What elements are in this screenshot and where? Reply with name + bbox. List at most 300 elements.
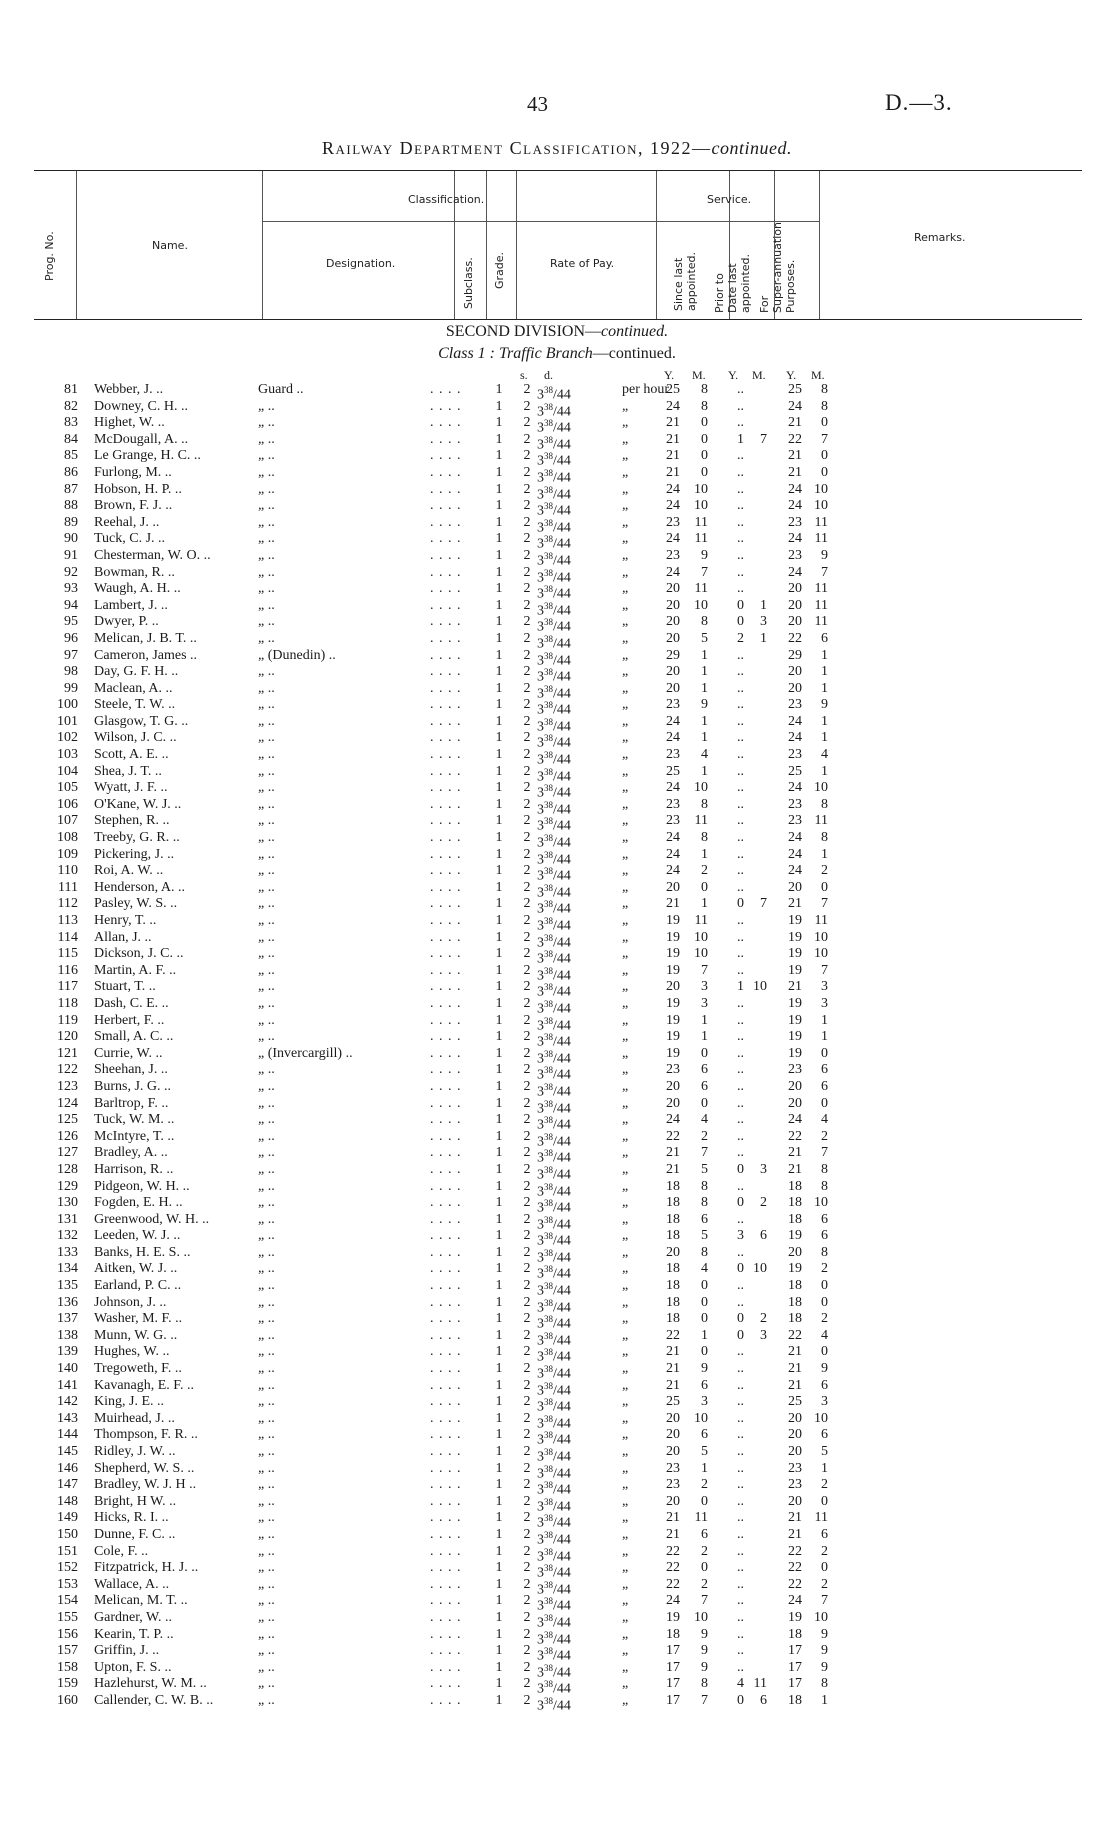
since-years: 19 [666,1045,680,1061]
prog-no: 115 [57,946,78,962]
branch-class: Class 1 : [438,345,496,362]
since-years: 20 [666,664,680,680]
leader-dots: . . . . [430,1062,462,1078]
grade: 2 [523,1493,531,1509]
prog-no: 98 [64,664,78,680]
rate-of-pay: $3^{38}/44$ [537,1380,571,1399]
rate-unit: „ [622,1626,629,1642]
super-years: 21 [788,896,802,912]
leader-dots: . . . . [430,879,462,895]
header-subclass: Subclass. [462,257,475,309]
super-months: 0 [821,879,828,895]
super-years: 23 [788,1477,802,1493]
designation: „ .. [258,1659,275,1675]
prog-no: 101 [57,713,78,729]
rate-of-pay: $3^{38}/44$ [537,1629,571,1648]
division-heading [0,323,1114,341]
table-row [0,813,1114,835]
prog-no: 94 [64,597,78,613]
rate-unit: „ [622,1178,629,1194]
leader-dots: . . . . [430,464,462,480]
rate-of-pay: $3^{38}/44$ [537,1646,571,1664]
super-months: 6 [821,630,828,646]
designation: „ .. [258,1311,275,1327]
super-months: 0 [821,1045,828,1061]
super-months: 5 [821,1444,828,1459]
since-years: 21 [666,464,680,480]
super-months: 4 [821,1327,828,1343]
super-months: 3 [821,979,828,995]
since-years: 21 [666,415,680,431]
subclass: 1 [495,1078,503,1094]
rate-unit: per hour [622,382,670,397]
rate-of-pay: $3^{38}/44$ [537,385,571,403]
division-main: SECOND DIVISION— [445,323,601,340]
header-grade: Grade. [493,251,506,289]
leader-dots: . . . . [430,796,462,812]
prog-no: 96 [64,630,78,646]
super-years: 24 [788,1593,802,1609]
prog-no: 141 [57,1377,78,1393]
grade: 2 [523,664,531,680]
since-months: 10 [694,1410,708,1426]
prior-years: .. [737,531,744,547]
since-years: 25 [666,763,680,779]
leader-dots: . . . . [430,1394,462,1410]
subclass: 1 [495,913,503,928]
super-months: 11 [814,514,828,530]
subclass: 1 [495,614,503,630]
super-months: 0 [821,1278,828,1294]
subclass: 1 [495,431,503,447]
grade: 2 [523,614,531,630]
rate-of-pay: $3^{38}/44$ [537,1695,571,1714]
since-years: 23 [666,1062,680,1078]
super-years: 25 [788,382,802,397]
subclass: 1 [495,1692,503,1708]
grade: 2 [523,415,531,431]
since-months: 10 [694,946,708,962]
employee-name: Barltrop, F. .. [94,1095,169,1111]
prior-months: 1 [760,630,767,646]
since-months: 6 [701,1062,708,1078]
rate-unit: „ [622,514,629,530]
grade: 2 [523,747,531,763]
rate-of-pay: $3^{38}/44$ [537,1347,571,1366]
prior-years: .. [737,1593,744,1609]
super-years: 18 [788,1195,802,1211]
prior-months: 2 [760,1311,767,1327]
rate-unit: „ [622,1477,629,1493]
employee-name: Le Grange, H. C. .. [94,448,201,464]
table-row [0,647,1114,669]
designation: „ .. [258,1294,275,1310]
leader-dots: . . . . [430,1029,462,1045]
subclass: 1 [495,630,503,646]
rate-unit: „ [622,979,629,995]
since-months: 2 [701,1543,708,1559]
rate-of-pay: $3^{38}/44$ [537,1513,571,1532]
subclass: 1 [495,813,503,829]
grade: 2 [523,581,531,597]
since-months: 1 [701,846,708,862]
grade: 2 [523,1477,531,1493]
leader-dots: . . . . [430,1145,462,1161]
rate-unit: „ [622,995,629,1011]
since-months: 8 [701,614,708,630]
designation: „ .. [258,1012,275,1028]
since-months: 0 [701,431,708,447]
table-row [0,1112,1114,1133]
prior-years: .. [737,913,744,928]
since-years: 23 [666,697,680,713]
prog-no: 153 [57,1576,78,1592]
prog-no: 158 [57,1659,78,1675]
since-years: 22 [666,1560,680,1576]
super-months: 10 [814,780,828,796]
since-months: 11 [694,531,708,547]
employee-name: Washer, M. F. .. [94,1311,183,1327]
since-months: 6 [701,1211,708,1227]
prior-years: .. [737,830,744,846]
since-years: 18 [666,1294,680,1310]
since-months: 9 [701,547,708,563]
rate-of-pay: $3^{38}/44$ [537,816,571,835]
super-years: 17 [788,1643,802,1659]
grade: 2 [523,1410,531,1426]
since-years: 24 [666,398,680,414]
rate-of-pay: $3^{38}/44$ [537,1496,571,1515]
rate-of-pay: $3^{38}/44$ [537,1115,571,1133]
running-title-main: Railway Department Classification, 1922— [322,138,712,158]
prior-years: .. [737,780,744,796]
rate-of-pay: $3^{38}/44$ [537,1015,571,1034]
rate-unit: „ [622,846,629,862]
unit-months-prior: M. [752,368,766,382]
super-years: 20 [788,1493,802,1509]
super-months: 1 [821,647,828,663]
leader-dots: . . . . [430,415,462,431]
employee-name: Melican, J. B. T. .. [94,630,197,646]
prog-no: 90 [64,531,78,547]
leader-dots: . . . . [430,1477,462,1493]
since-years: 21 [666,1161,680,1177]
employee-name: Chesterman, W. O. .. [94,547,211,563]
leader-dots: . . . . [430,1626,462,1642]
subclass: 1 [495,597,503,613]
rate-unit: „ [622,879,629,895]
leader-dots: . . . . [430,1228,462,1244]
leader-dots: . . . . [430,896,462,912]
grade: 2 [523,1062,531,1078]
employee-name: Fitzpatrick, H. J. .. [94,1560,199,1576]
rate-unit: „ [622,1659,629,1675]
unit-years-super: Y. [786,368,797,382]
designation: „ .. [258,564,275,580]
grade: 2 [523,1112,531,1128]
rate-unit: „ [622,896,629,912]
super-years: 18 [788,1294,802,1310]
unit-shillings: s. [520,368,528,382]
table-row [0,1609,1114,1631]
prog-no: 110 [57,863,78,879]
since-years: 17 [666,1676,680,1692]
prog-no: 108 [57,830,78,846]
since-years: 18 [666,1278,680,1294]
leader-dots: . . . . [430,1526,462,1542]
grade: 2 [523,464,531,480]
table-row [0,382,1114,403]
subclass: 1 [495,879,503,895]
super-years: 23 [788,547,802,563]
prog-no: 82 [64,398,78,414]
table-row [0,763,1114,785]
super-months: 11 [814,531,828,547]
since-months: 7 [701,564,708,580]
leader-dots: . . . . [430,531,462,547]
designation: „ .. [258,1576,275,1592]
prior-years: .. [737,680,744,696]
subclass: 1 [495,747,503,763]
prior-years: 0 [737,1261,744,1277]
leader-dots: . . . . [430,763,462,779]
prog-no: 112 [57,896,78,912]
designation: „ .. [258,1327,275,1343]
since-months: 1 [701,1012,708,1028]
since-years: 24 [666,730,680,746]
leader-dots: . . . . [430,547,462,563]
leader-dots: . . . . [430,1128,462,1144]
rate-unit: „ [622,1294,629,1310]
super-months: 8 [821,1244,828,1260]
rate-unit: „ [622,763,629,779]
subclass: 1 [495,1311,503,1327]
designation: „ .. [258,547,275,563]
table-row [0,913,1114,934]
rate-of-pay: $3^{38}/44$ [537,899,571,918]
grade: 2 [523,498,531,514]
subclass: 1 [495,382,503,397]
prog-no: 89 [64,514,78,530]
prior-years: .. [737,1576,744,1592]
subclass: 1 [495,1261,503,1277]
leader-dots: . . . . [430,1112,462,1128]
rate-of-pay: $3^{38}/44$ [537,600,571,619]
since-months: 10 [694,1609,708,1625]
prior-years: .. [737,1145,744,1161]
since-months: 4 [701,1112,708,1128]
super-years: 25 [788,763,802,779]
super-years: 24 [788,498,802,514]
rate-of-pay: $3^{38}/44$ [537,982,571,1001]
subclass: 1 [495,1294,503,1310]
document-reference: D.—3. [885,90,953,115]
leader-dots: . . . . [430,431,462,447]
prior-years: .. [737,564,744,580]
super-months: 8 [821,1676,828,1692]
since-years: 20 [666,614,680,630]
employee-name: Webber, J. .. [94,382,164,397]
designation: „ .. [258,1244,275,1260]
employee-name: King, J. E. .. [94,1394,164,1410]
since-years: 24 [666,830,680,846]
prior-years: .. [737,382,744,397]
table-row [0,1195,1114,1216]
since-months: 7 [701,1593,708,1609]
rate-unit: „ [622,1460,629,1476]
since-months: 3 [701,1394,708,1410]
running-title-continued: continued. [711,138,792,158]
super-months: 6 [821,1377,828,1393]
since-months: 11 [694,913,708,928]
designation: „ .. [258,1560,275,1576]
leader-dots: . . . . [430,1211,462,1227]
table-row [0,1311,1114,1332]
employee-name: Kavanagh, E. F. .. [94,1377,194,1393]
subclass: 1 [495,415,503,431]
prior-years: .. [737,1211,744,1227]
subclass: 1 [495,1643,503,1659]
leader-dots: . . . . [430,664,462,680]
super-years: 18 [788,1626,802,1642]
prog-no: 121 [57,1045,78,1061]
rate-of-pay: $3^{38}/44$ [537,1447,571,1465]
employee-name: Small, A. C. .. [94,1029,174,1045]
super-months: 7 [821,1593,828,1609]
super-years: 21 [788,1145,802,1161]
rate-unit: „ [622,1012,629,1028]
rate-of-pay: $3^{38}/44$ [537,1397,571,1415]
rate-of-pay: $3^{38}/44$ [537,584,571,602]
rate-unit: „ [622,1112,629,1128]
designation: „ .. [258,913,275,928]
super-years: 19 [788,995,802,1011]
rate-unit: „ [622,1161,629,1177]
prior-years: .. [737,1609,744,1625]
rate-of-pay: $3^{38}/44$ [537,484,571,503]
prior-years: .. [737,1427,744,1443]
super-years: 18 [788,1692,802,1708]
super-years: 23 [788,796,802,812]
super-years: 22 [788,1560,802,1576]
prior-months: 7 [760,431,767,447]
header-rate-of-pay: Rate of Pay. [550,257,615,270]
prior-years: .. [737,664,744,680]
grade: 2 [523,780,531,796]
rate-of-pay: $3^{38}/44$ [537,1148,571,1166]
since-years: 19 [666,962,680,978]
rate-unit: „ [622,1128,629,1144]
header-remarks: Remarks. [914,231,966,244]
since-years: 20 [666,1244,680,1260]
table-row [0,995,1114,1017]
rate-unit: „ [622,398,629,414]
rate-of-pay: $3^{38}/44$ [537,1662,571,1681]
subclass: 1 [495,647,503,663]
grade: 2 [523,1361,531,1377]
rate-of-pay: $3^{38}/44$ [537,1596,571,1614]
employee-name: Wallace, A. .. [94,1576,170,1592]
super-years: 23 [788,813,802,829]
prior-years: .. [737,1344,744,1360]
super-years: 18 [788,1178,802,1194]
table-row [0,830,1114,851]
since-months: 2 [701,1477,708,1493]
super-months: 1 [821,763,828,779]
subclass: 1 [495,1327,503,1343]
designation: „ .. [258,896,275,912]
rate-unit: „ [622,630,629,646]
grade: 2 [523,1078,531,1094]
grade: 2 [523,1128,531,1144]
super-months: 6 [821,1526,828,1542]
subclass: 1 [495,830,503,846]
table-row [0,1493,1114,1515]
prog-no: 93 [64,581,78,597]
super-months: 10 [814,929,828,945]
designation: „ .. [258,879,275,895]
subclass: 1 [495,1477,503,1493]
super-years: 22 [788,630,802,646]
super-years: 24 [788,531,802,547]
super-months: 0 [821,415,828,431]
rate-unit: „ [622,614,629,630]
rate-of-pay: $3^{38}/44$ [537,617,571,635]
rate-unit: „ [622,713,629,729]
since-years: 21 [666,1526,680,1542]
super-years: 24 [788,564,802,580]
prog-no: 149 [57,1510,78,1526]
leader-dots: . . . . [430,614,462,630]
prog-no: 135 [57,1278,78,1294]
prior-years: .. [737,1095,744,1111]
table-row [0,1510,1114,1532]
prog-no: 120 [57,1029,78,1045]
prior-years: .. [737,713,744,729]
rate-unit: „ [622,1278,629,1294]
prog-no: 154 [57,1593,78,1609]
rate-unit: „ [622,796,629,812]
rate-unit: „ [622,1410,629,1426]
since-years: 18 [666,1178,680,1194]
table-row [0,448,1114,470]
prog-no: 114 [57,929,78,945]
grade: 2 [523,1161,531,1177]
super-years: 19 [788,946,802,962]
prior-years: .. [737,747,744,763]
super-months: 11 [814,813,828,829]
super-months: 8 [821,1161,828,1177]
super-months: 1 [821,1460,828,1476]
grade: 2 [523,1609,531,1625]
leader-dots: . . . . [430,1012,462,1028]
grade: 2 [523,1444,531,1459]
table-row [0,1576,1114,1598]
prior-years: 0 [737,1327,744,1343]
table-row [0,1062,1114,1083]
employee-name: Glasgow, T. G. .. [94,713,189,729]
prior-years: .. [737,1062,744,1078]
super-months: 0 [821,464,828,480]
since-years: 20 [666,1427,680,1443]
employee-name: Ridley, J. W. .. [94,1444,176,1459]
designation: „ .. [258,614,275,630]
prog-no: 97 [64,647,78,663]
subclass: 1 [495,1045,503,1061]
rate-of-pay: $3^{38}/44$ [537,1679,571,1697]
branch-name: Traffic Branch [499,345,593,362]
designation: „ .. [258,1062,275,1078]
